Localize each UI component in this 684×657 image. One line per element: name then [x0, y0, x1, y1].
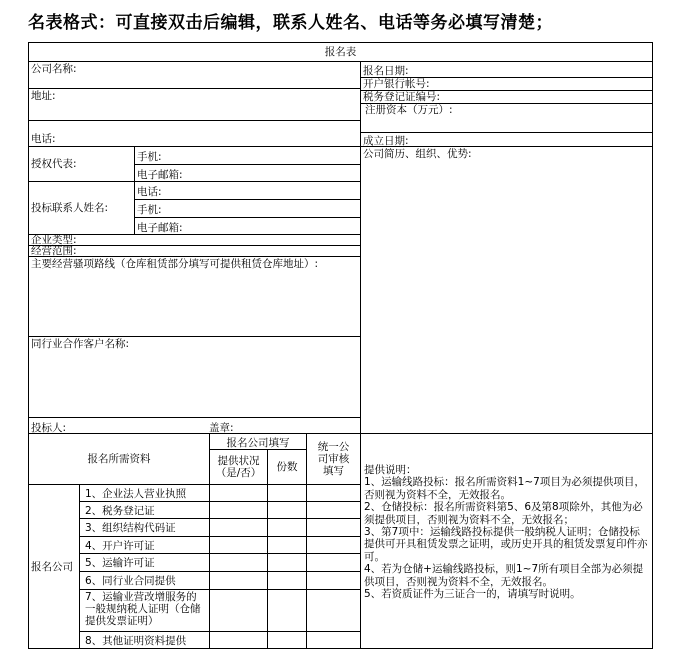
pages-header: 份数	[267, 449, 307, 485]
material-provided-cell-5[interactable]	[209, 553, 268, 572]
registration-form	[28, 42, 653, 649]
material-pages-cell-7[interactable]	[267, 589, 307, 632]
material-item-7: 7、运输业营改增服务的一般规纳税人证明（仓储提供发票证明）	[79, 589, 210, 632]
instruction-heading: 名表格式：可直接双击后编辑，联系人姓名、电话等务必填写清楚；	[28, 13, 553, 33]
notes-title: 提供说明：	[364, 464, 417, 476]
bid-contact-label: 投标联系人姓名:	[28, 181, 135, 235]
material-provided-cell-1[interactable]	[209, 484, 268, 502]
material-pages-cell-5[interactable]	[267, 553, 307, 572]
material-item-4: 4、开户许可证	[79, 536, 210, 554]
material-review-cell-1[interactable]	[306, 484, 361, 502]
material-review-cell-2[interactable]	[306, 501, 361, 519]
bank-account-field[interactable]: 开户银行帐号:	[361, 78, 652, 91]
established-field[interactable]: 成立日期:	[360, 132, 653, 147]
main-routes-field[interactable]: 主要经营骚项路线（仓库租赁部分填写可提供租赁仓库地址）:	[28, 256, 361, 337]
company-fill-header: 报名公司填写	[209, 433, 307, 450]
material-provided-cell-3[interactable]	[209, 518, 268, 537]
note-5: 5、若资质证件为三证合一的，请填写时说明。	[364, 588, 581, 601]
material-provided-cell-2[interactable]	[209, 501, 268, 519]
material-item-8: 8、其他证明资料提供	[79, 631, 210, 649]
company-name-field[interactable]: 公司名称:	[28, 61, 361, 89]
material-provided-cell-8[interactable]	[209, 631, 268, 649]
material-provided-cell-7[interactable]	[209, 589, 268, 632]
bidder-label: 投标人:	[31, 422, 67, 434]
material-item-3: 3、组织结构代码证	[79, 518, 210, 537]
material-pages-cell-6[interactable]	[267, 571, 307, 590]
bidder-seal-row[interactable]	[28, 417, 361, 434]
material-review-cell-3[interactable]	[306, 518, 361, 537]
material-pages-cell-8[interactable]	[267, 631, 307, 649]
material-item-5: 5、运输许可证	[79, 553, 210, 572]
required-materials-header: 报名所需资料	[28, 433, 210, 485]
contact-email-field[interactable]: 电子邮箱:	[134, 217, 361, 235]
note-1: 1、运输线路投标：报名所需资料1~7项目为必须提供项目，否则视为资料不全，无效报名。	[364, 476, 645, 501]
material-item-6: 6、同行业合同提供	[79, 571, 210, 590]
instructions-box	[360, 433, 653, 649]
material-pages-cell-1[interactable]	[267, 484, 307, 502]
enterprise-type-field[interactable]: 企业类型:	[28, 234, 361, 246]
material-review-cell-5[interactable]	[306, 553, 361, 572]
registration-info-box	[360, 61, 653, 133]
material-provided-cell-6[interactable]	[209, 571, 268, 590]
note-2: 2、仓储投标：报名所需资料第5、6及第8项除外，其他为必须提供项目，否则视为资料不全，无效报名；	[364, 501, 643, 526]
phone-field[interactable]: 电话:	[28, 120, 361, 147]
contact-mobile-field[interactable]: 手机:	[134, 199, 361, 218]
material-review-cell-6[interactable]	[306, 571, 361, 590]
material-pages-cell-4[interactable]	[267, 536, 307, 554]
form-title: 报名表	[28, 42, 653, 62]
reg-date-field[interactable]: 报名日期:	[361, 65, 652, 78]
rep-mobile-field[interactable]: 手机:	[134, 146, 361, 165]
material-review-cell-4[interactable]	[306, 536, 361, 554]
company-profile-field[interactable]: 公司简历、组织、优势:	[360, 146, 653, 434]
rep-email-field[interactable]: 电子邮箱:	[134, 164, 361, 182]
business-scope-field[interactable]: 经营范围:	[28, 245, 361, 257]
reg-capital-field[interactable]: 注册资本（万元）:	[365, 104, 453, 116]
material-item-1: 1、企业法人营业执照	[79, 484, 210, 502]
applicant-group-label: 报名公司	[28, 484, 80, 649]
note-3: 3、第7项中：运输线路投标提供一般纳税人证明；仓储投标提供可开具租赁发票之证明，或历史开具的租赁发票复印件亦可。	[364, 526, 648, 563]
tax-no-field[interactable]: 税务登记证编号:	[361, 91, 652, 104]
material-item-2: 2、税务登记证	[79, 501, 210, 519]
contact-phone-field[interactable]: 电话:	[134, 181, 361, 200]
material-pages-cell-2[interactable]	[267, 501, 307, 519]
seal-label: 盖章:	[209, 422, 234, 434]
peer-clients-field[interactable]: 同行业合作客户名称:	[28, 336, 361, 418]
material-review-cell-8[interactable]	[306, 631, 361, 649]
material-provided-cell-4[interactable]	[209, 536, 268, 554]
provided-status-header: 提供状况（是/否）	[209, 449, 268, 485]
material-review-cell-7[interactable]	[306, 589, 361, 632]
material-pages-cell-3[interactable]	[267, 518, 307, 537]
authorized-rep-label: 授权代表:	[28, 146, 135, 182]
note-4: 4、若为仓储+运输线路投标，则1~7所有项目全部为必须提供项目，否则视为资料不全，无效报名。	[364, 563, 644, 588]
address-field[interactable]: 地址:	[28, 88, 361, 121]
review-header: 统一公司审核填写	[306, 433, 361, 485]
